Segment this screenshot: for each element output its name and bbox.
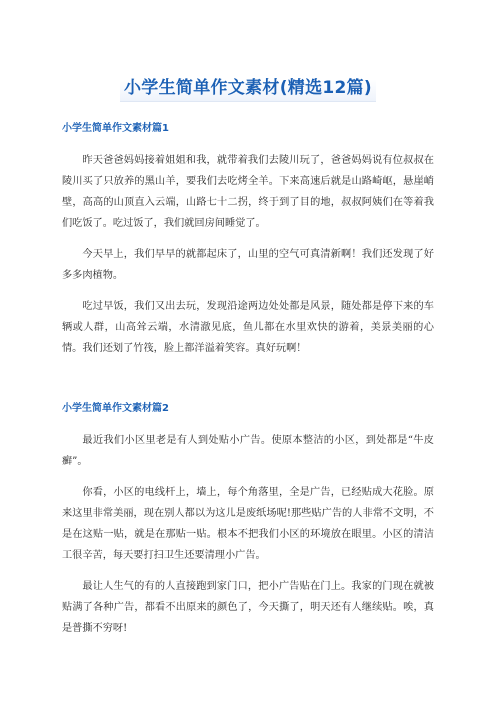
section-2 <box>62 402 434 649</box>
paragraph: 最近我们小区里老是有人到处贴小广告。使原本整洁的小区，到处都是“牛皮癣”。 <box>62 435 434 467</box>
title-area <box>0 70 496 102</box>
paragraph: 今天早上，我们早早的就都起床了，山里的空气可真清新啊！我们还发现了好多多肉植物。 <box>62 249 434 281</box>
section-1 <box>62 122 434 369</box>
paragraph: 昨天爸爸妈妈接着姐姐和我，就带着我们去陵川玩了，爸爸妈妈说有位叔叔在陵川买了只放养的黑山羊，要我们去吃烤全羊。下来高速后就是山路崎岖，悬崖峭壁，高高的山顶直入云端，山路七十二拐，终于到了目的地，叔叔阿姨们在等着我们吃饭了。吃过饭了，我们就回房间睡觉了。 <box>62 155 434 229</box>
paragraph: 你看，小区的电线杆上，墙上，每个角落里，全是广告，已经贴成大花脸。原来这里非常美丽，现在别人都以为这儿是废纸场呢!那些贴广告的人非常不文明，不是在这贴一贴，就是在那贴一贴。根本不把我们小区的环境放在眼里。小区的清洁工很辛苦，每天要打扫卫生还要清理小广告。 <box>62 487 434 561</box>
page-title: 小学生简单作文素材(精选12篇) <box>120 70 376 102</box>
paragraph: 吃过早饭，我们又出去玩，发现沿途两边处处都是风景，随处都是停下来的车辆或人群，山高耸云端，水清澈见底，鱼儿都在水里欢快的游着，美景美丽的心情。我们还划了竹筏，脸上都洋溢着笑容。真好玩啊！ <box>62 301 434 354</box>
section-heading: 小学生简单作文素材篇1 <box>62 123 169 134</box>
section-heading: 小学生简单作文素材篇2 <box>62 403 169 414</box>
paragraph: 最让人生气的有的人直接跑到家门口，把小广告贴在门上。我家的门现在就被贴满了各种广告，都看不出原来的颜色了，今天撕了，明天还有人继续贴。唉，真是普撕不穷呀! <box>62 581 434 634</box>
